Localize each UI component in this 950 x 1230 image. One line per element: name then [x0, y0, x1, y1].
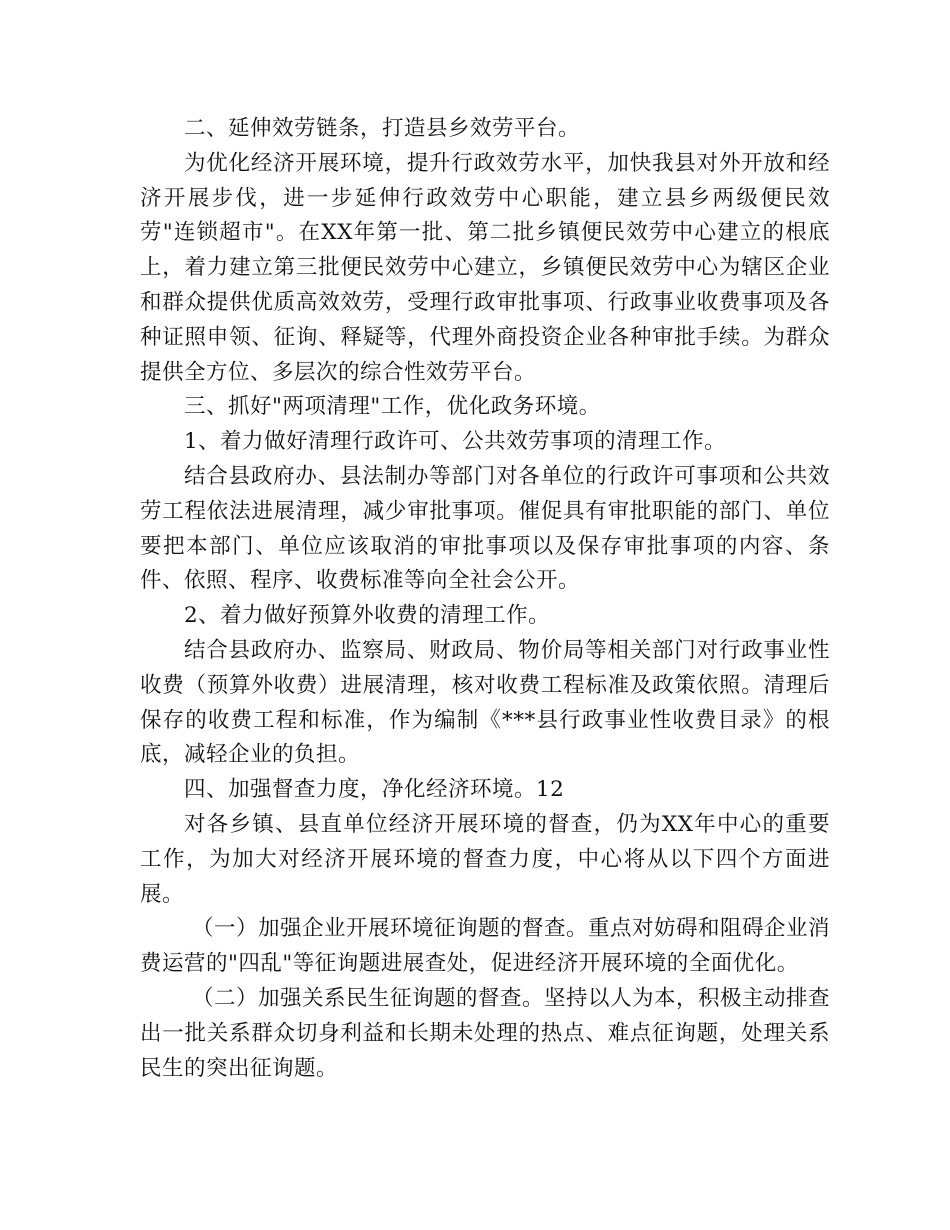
subsection-heading-2: 2、着力做好预算外收费的清理工作。	[184, 603, 551, 629]
body-paragraph: 为优化经济开展环境，提升行政效劳水平，加快我县对外开放和经济开展步伐，进一步延伸行政效劳中心职能，建立县乡两级便民效劳"连锁超市"。在XX年第一批、第二批乡镇便民效劳中心建立的根底上，着力建立第三批便民效劳中心建立，乡镇便民效劳中心为辖区企业和群众提供优质高效效劳，受理行政审批事项、行政事业收费事项及各种证照申领、征询、释疑等，代理外商投资企业各种审批手续。为群众提供全方位、多层次的综合性效劳平台。	[140, 150, 830, 385]
subsection-heading-1: 1、着力做好清理行政许可、公共效劳事项的清理工作。	[184, 429, 727, 455]
section-heading-2: 二、延伸效劳链条，打造县乡效劳平台。	[184, 116, 581, 141]
section-heading-3: 三、抓好"两项清理"工作，优化政务环境。	[184, 394, 601, 420]
section-heading-4: 四、加强督查力度，净化经济环境。12	[184, 777, 565, 803]
list-item-1: （一）加强企业开展环境征询题的督查。重点对妨碍和阻碍企业消费运营的"四乱"等征询题进展查处，促进经济开展环境的全面优化。	[140, 916, 831, 977]
body-paragraph: 结合县政府办、县法制办等部门对各单位的行政许可事项和公共效劳工程依法进展清理，减少审批事项。催促具有审批职能的部门、单位要把本部门、单位应该取消的审批事项以及保存审批事项的内容、条件、依照、程序、收费标准等向全社会公开。	[140, 463, 830, 594]
document-body	[140, 112, 830, 1086]
list-item-2: （二）加强关系民生征询题的督查。坚持以人为本，积极主动排查出一批关系群众切身利益和长期未处理的热点、难点征询题，处理关系民生的突出征询题。	[140, 985, 831, 1081]
body-paragraph: 对各乡镇、县直单位经济开展环境的督查，仍为XX年中心的重要工作，为加大对经济开展环境的督查力度，中心将从以下四个方面进展。	[140, 811, 830, 907]
body-paragraph: 结合县政府办、监察局、财政局、物价局等相关部门对行政事业性收费（预算外收费）进展清理，核对收费工程标准及政策依照。清理后保存的收费工程和标准，作为编制《***县行政事业性收费目录》的根底，减轻企业的负担。	[140, 637, 830, 768]
